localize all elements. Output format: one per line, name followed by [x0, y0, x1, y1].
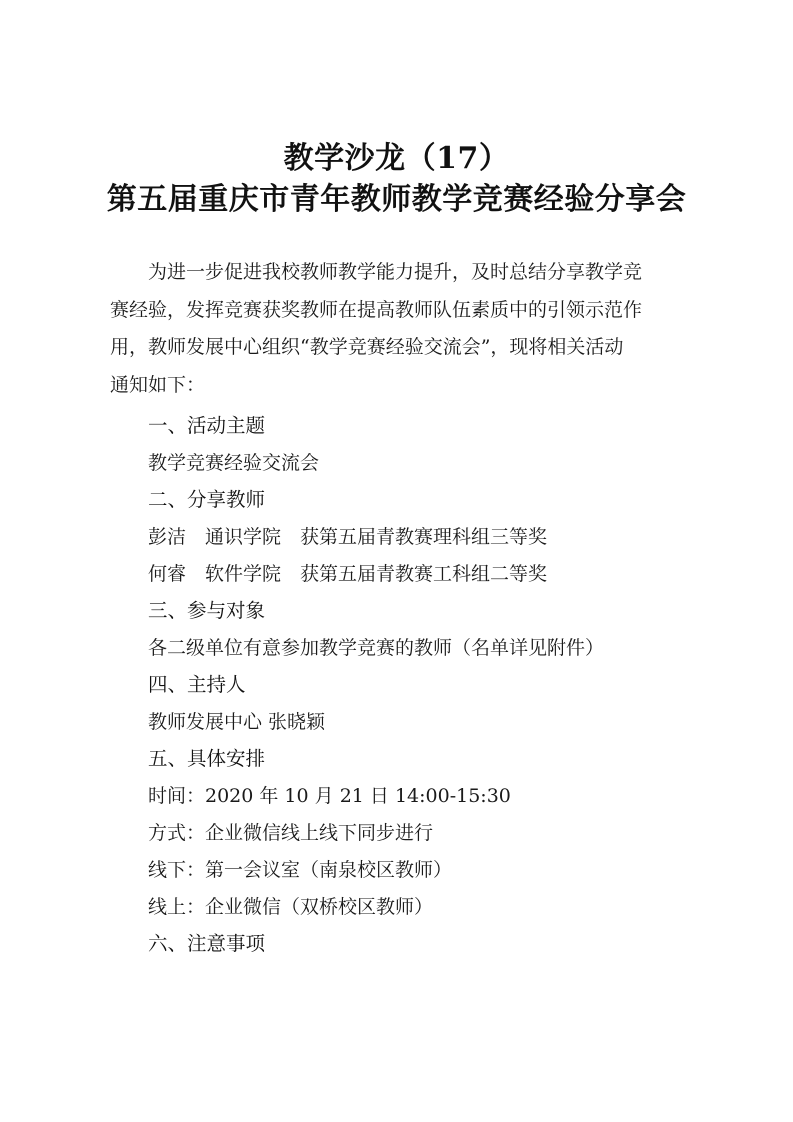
schedule-offline: 线下：第一会议室（南泉校区教师） — [148, 859, 453, 881]
section-1-content: 教学竞赛经验交流会 — [148, 452, 320, 474]
intro-line-4: 通知如下： — [110, 373, 206, 396]
teacher-row-1: 彭洁 通识学院 获第五届青教赛理科组三等奖 — [148, 526, 548, 548]
doc-title-line2: 第五届重庆市青年教师教学竞赛经验分享会 — [106, 182, 687, 217]
section-3-content: 各二级单位有意参加教学竞赛的教师（名单详见附件） — [148, 637, 605, 659]
schedule-time: 时间：2020 年 10 月 21 日 14:00-15:30 — [148, 785, 511, 807]
intro-line-2: 赛经验，发挥竞赛获奖教师在提高教师队伍素质中的引领示范作 — [110, 298, 643, 321]
section-1-heading: 一、活动主题 — [148, 414, 266, 437]
section-4-heading: 四、主持人 — [148, 673, 246, 696]
doc-title-line1: 教学沙龙（17） — [283, 141, 510, 176]
teacher-row-2: 何睿 软件学院 获第五届青教赛工科组二等奖 — [148, 563, 548, 585]
intro-paragraph — [110, 254, 692, 404]
intro-line-3: 用，教师发展中心组织“教学竞赛经验交流会”，现将相关活动 — [110, 336, 624, 358]
schedule-online: 线上：企业微信（双桥校区教师） — [148, 896, 434, 918]
schedule-method: 方式：企业微信线上线下同步进行 — [148, 822, 434, 844]
section-5-heading: 五、具体安排 — [148, 747, 266, 770]
intro-line-1: 为进一步促进我校教师教学能力提升，及时总结分享教学竞 — [148, 261, 643, 283]
section-4-content: 教师发展中心 张晓颖 — [148, 711, 326, 733]
section-3-heading: 三、参与对象 — [148, 599, 266, 622]
section-2-heading: 二、分享教师 — [148, 488, 266, 511]
section-6-heading: 六、注意事项 — [148, 932, 266, 955]
